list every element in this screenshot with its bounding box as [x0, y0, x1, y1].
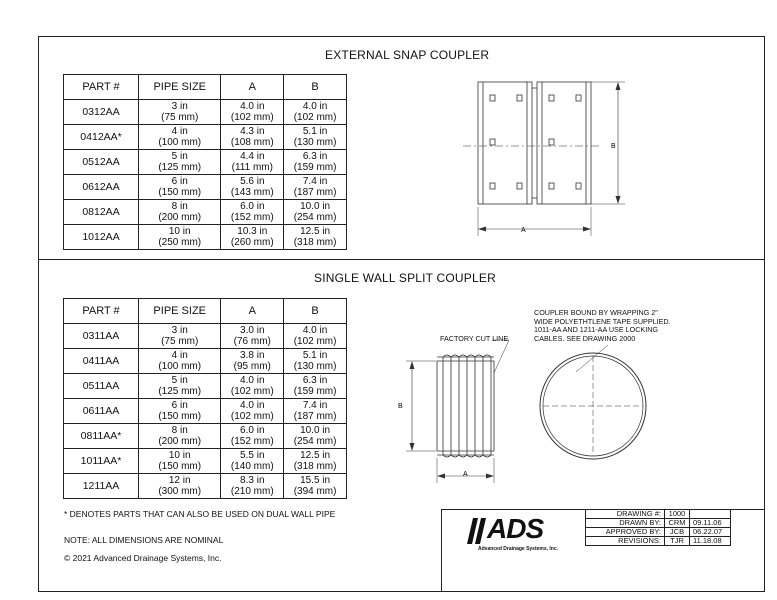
part-number-cell: 0312AA — [64, 100, 139, 125]
dim-b-cell: 5.1 in (130 mm) — [284, 125, 347, 150]
part-number-cell: 1011AA* — [64, 449, 139, 474]
title-block-table — [585, 509, 731, 546]
pipe-size-cell: 6 in (150 mm) — [139, 399, 221, 424]
dim-a-cell: 3.0 in (76 mm) — [221, 324, 284, 349]
col-header-part: PART # — [64, 75, 139, 100]
col-header-part: PART # — [64, 299, 139, 324]
field-value: CRM — [665, 519, 690, 528]
field-value: TJR — [665, 537, 690, 546]
pipe-size-cell: 4 in (100 mm) — [139, 125, 221, 150]
part-number-cell: 0812AA — [64, 200, 139, 225]
dim-b-cell: 10.0 in (254 mm) — [284, 424, 347, 449]
dim-label-a: A — [521, 227, 526, 234]
section-title-snap: EXTERNAL SNAP COUPLER — [325, 48, 490, 62]
dim-b-cell: 5.1 in (130 mm) — [284, 349, 347, 374]
dim-b-cell: 10.0 in (254 mm) — [284, 200, 347, 225]
pipe-size-cell: 8 in (200 mm) — [139, 424, 221, 449]
factory-cut-line-label: FACTORY CUT LINE — [440, 334, 509, 343]
part-number-cell: 0412AA* — [64, 125, 139, 150]
col-header-b: B — [284, 75, 347, 100]
field-value: 1000 — [665, 510, 690, 519]
dim-a-cell: 6.0 in (152 mm) — [221, 424, 284, 449]
col-header-pipe-size: PIPE SIZE — [139, 75, 221, 100]
part-number-cell: 1012AA — [64, 225, 139, 250]
col-header-a: A — [221, 75, 284, 100]
title-block-row — [586, 537, 731, 546]
part-number-cell: 0411AA — [64, 349, 139, 374]
pipe-size-cell: 10 in (250 mm) — [139, 225, 221, 250]
note-nominal: NOTE: ALL DIMENSIONS ARE NOMINAL — [64, 535, 224, 545]
pipe-size-cell: 12 in (300 mm) — [139, 474, 221, 499]
field-date: 06.22.07 — [690, 528, 731, 537]
field-label: DRAWN BY: — [586, 519, 665, 528]
dim-b-cell: 4.0 in (102 mm) — [284, 100, 347, 125]
pipe-size-cell: 4 in (100 mm) — [139, 349, 221, 374]
field-label: DRAWING #: — [586, 510, 665, 519]
part-number-cell: 0611AA — [64, 399, 139, 424]
dim-a-cell: 5.6 in (143 mm) — [221, 175, 284, 200]
dim-a-cell: 5.5 in (140 mm) — [221, 449, 284, 474]
dim-a-cell: 4.0 in (102 mm) — [221, 374, 284, 399]
part-number-cell: 0311AA — [64, 324, 139, 349]
dim-a-cell: 8.3 in (210 mm) — [221, 474, 284, 499]
dim-a-cell: 6.0 in (152 mm) — [221, 200, 284, 225]
dim-a-cell: 4.4 in (111 mm) — [221, 150, 284, 175]
col-header-b: B — [284, 299, 347, 324]
field-date: 11.18.08 — [690, 537, 731, 546]
dim-label-a: A — [463, 471, 468, 478]
dim-a-cell: 4.0 in (102 mm) — [221, 399, 284, 424]
part-number-cell: 0811AA* — [64, 424, 139, 449]
dim-b-cell: 12.5 in (318 mm) — [284, 449, 347, 474]
section-title-split: SINGLE WALL SPLIT COUPLER — [314, 271, 496, 285]
logo-wordmark: ADS — [487, 513, 544, 544]
field-label: REVISIONS: — [586, 537, 665, 546]
dim-a-cell: 4.3 in (108 mm) — [221, 125, 284, 150]
pipe-size-cell: 3 in (75 mm) — [139, 324, 221, 349]
dim-b-cell: 6.3 in (159 mm) — [284, 374, 347, 399]
pipe-size-cell: 10 in (150 mm) — [139, 449, 221, 474]
dim-b-cell: 7.4 in (187 mm) — [284, 175, 347, 200]
field-date: 09.11.06 — [690, 519, 731, 528]
part-number-cell: 1211AA — [64, 474, 139, 499]
dim-a-cell: 4.0 in (102 mm) — [221, 100, 284, 125]
dim-b-cell: 7.4 in (187 mm) — [284, 399, 347, 424]
col-header-pipe-size: PIPE SIZE — [139, 299, 221, 324]
field-label: APPROVED BY: — [586, 528, 665, 537]
part-number-cell: 0512AA — [64, 150, 139, 175]
dim-b-cell: 12.5 in (318 mm) — [284, 225, 347, 250]
col-header-a: A — [221, 299, 284, 324]
dim-b-cell: 4.0 in (102 mm) — [284, 324, 347, 349]
dim-b-cell: 15.5 in (394 mm) — [284, 474, 347, 499]
copyright-text: © 2021 Advanced Drainage Systems, Inc. — [64, 553, 222, 563]
pipe-size-cell: 3 in (75 mm) — [139, 100, 221, 125]
part-number-cell: 0511AA — [64, 374, 139, 399]
dim-b-cell: 6.3 in (159 mm) — [284, 150, 347, 175]
split-coupler-callout: COUPLER BOUND BY WRAPPING 2" WIDE POLYETHTLENE TAPE SUPPLIED. 1011-AA AND 1211-AA USE LOCKING CABLES. SEE DRAWING 2000 — [534, 308, 671, 343]
dim-label-b: B — [611, 143, 616, 150]
dim-a-cell: 3.8 in (95 mm) — [221, 349, 284, 374]
field-value: JCB — [665, 528, 690, 537]
split-coupler-side-view — [437, 361, 494, 451]
pipe-size-cell: 5 in (125 mm) — [139, 374, 221, 399]
dim-a-cell: 10.3 in (260 mm) — [221, 225, 284, 250]
logo-subtitle: Advanced Drainage Systems, Inc. — [478, 546, 559, 552]
pipe-size-cell: 6 in (150 mm) — [139, 175, 221, 200]
pipe-size-cell: 8 in (200 mm) — [139, 200, 221, 225]
part-number-cell: 0612AA — [64, 175, 139, 200]
pipe-size-cell: 5 in (125 mm) — [139, 150, 221, 175]
note-dual-wall: * DENOTES PARTS THAT CAN ALSO BE USED ON DUAL WALL PIPE — [64, 509, 336, 519]
dim-label-b: B — [398, 403, 403, 410]
